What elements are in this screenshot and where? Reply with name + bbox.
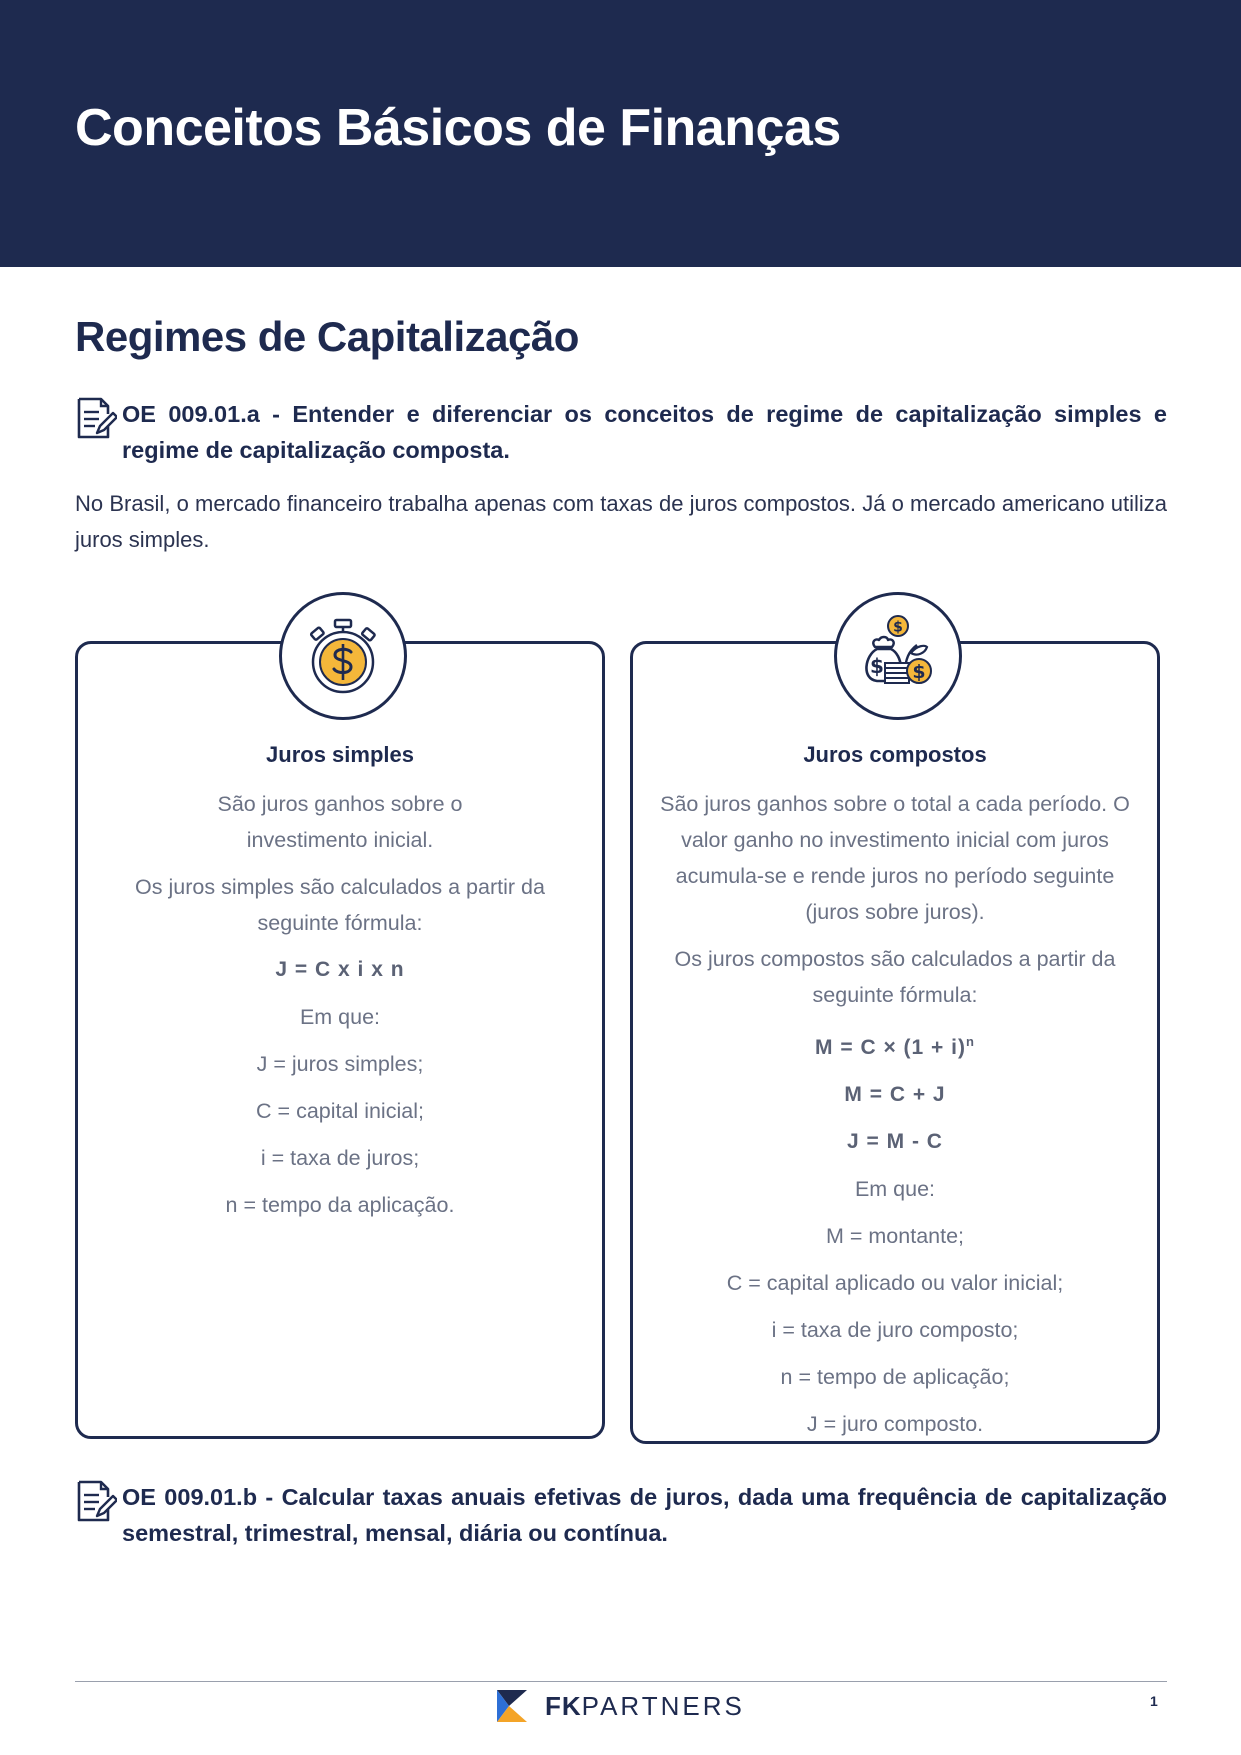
svg-text:$: $	[912, 661, 926, 683]
document-title: Conceitos Básicos de Finanças	[75, 99, 841, 157]
header-band	[0, 0, 1241, 267]
definition-item: C = capital inicial;	[256, 1099, 424, 1123]
simple-interest-formula-intro: Os juros simples são calculados a partir da seguinte fórmula:	[135, 875, 545, 935]
stopwatch-badge	[279, 592, 407, 720]
definition-item: M = montante;	[825, 1224, 965, 1248]
intro-paragraph: No Brasil, o mercado financeiro trabalha apenas com taxas de juros compostos. Já o mercado americano utiliza juros simples.	[75, 491, 1167, 552]
objective-b-text: OE 009.01.b - Calcular taxas anuais efetivas de juros, dada uma frequência de capitalização semestral, trimestral, mensal, diária ou contínua.	[122, 1484, 1167, 1546]
simple-interest-where: Em que:	[299, 1005, 381, 1029]
definition-item: n = tempo da aplicação.	[225, 1193, 455, 1217]
document-edit-icon	[75, 1479, 117, 1523]
objective-a-text: OE 009.01.a - Entender e diferenciar os conceitos de regime de capitalização simples e regime de capitalização composta.	[122, 401, 1167, 463]
svg-text:$: $	[893, 619, 903, 636]
compound-interest-formula-intro: Os juros compostos são calculados a partir da seguinte fórmula:	[674, 947, 1116, 1007]
definition-item: J = juro composto.	[806, 1412, 984, 1436]
stopwatch-dollar-icon	[301, 614, 385, 698]
definition-item: J = juros simples;	[256, 1052, 424, 1076]
simple-interest-heading: Juros simples	[266, 742, 414, 767]
definition-item: i = taxa de juro composto;	[771, 1318, 1019, 1342]
logo-regular: PARTNERS	[581, 1691, 745, 1721]
page-number: 1	[1150, 1693, 1158, 1709]
compound-interest-formula-3: J = M - C	[847, 1130, 943, 1153]
compound-interest-heading: Juros compostos	[803, 742, 987, 767]
formula-1-exponent: n	[966, 1034, 975, 1049]
objective-a	[75, 396, 1167, 468]
compound-interest-formula-1	[633, 1024, 1157, 1066]
fk-logo-icon	[497, 1690, 527, 1722]
definition-item: C = capital aplicado ou valor inicial;	[726, 1271, 1064, 1295]
logo-bold: FK	[545, 1691, 582, 1721]
footer-logo	[497, 1688, 745, 1724]
compound-interest-content	[633, 740, 1157, 1453]
section-title: Regimes de Capitalização	[75, 313, 579, 360]
simple-interest-content	[78, 740, 602, 1234]
simple-interest-formula: J = C x i x n	[275, 958, 405, 981]
logo-wordmark	[545, 1688, 745, 1724]
definition-item: n = tempo de aplicação;	[780, 1365, 1010, 1389]
simple-interest-card	[75, 641, 605, 1439]
money-growth-icon	[853, 611, 943, 701]
compound-interest-formula-2: M = C + J	[844, 1083, 946, 1106]
simple-interest-description: São juros ganhos sobre o investimento inicial.	[217, 792, 463, 852]
money-growth-badge	[834, 592, 962, 720]
document-edit-icon	[75, 396, 117, 440]
compound-interest-card	[630, 641, 1160, 1444]
svg-text:$: $	[870, 654, 884, 678]
objective-b	[75, 1479, 1167, 1551]
definition-item: i = taxa de juros;	[260, 1146, 420, 1170]
compound-interest-where: Em que:	[854, 1177, 936, 1201]
footer-divider	[75, 1681, 1167, 1682]
formula-1-base: M = C × (1 + i)	[815, 1036, 966, 1059]
compound-interest-description: São juros ganhos sobre o total a cada período. O valor ganho no investimento inicial com juros acumula-se e rende juros no período seguinte (juros sobre juros).	[660, 792, 1130, 924]
